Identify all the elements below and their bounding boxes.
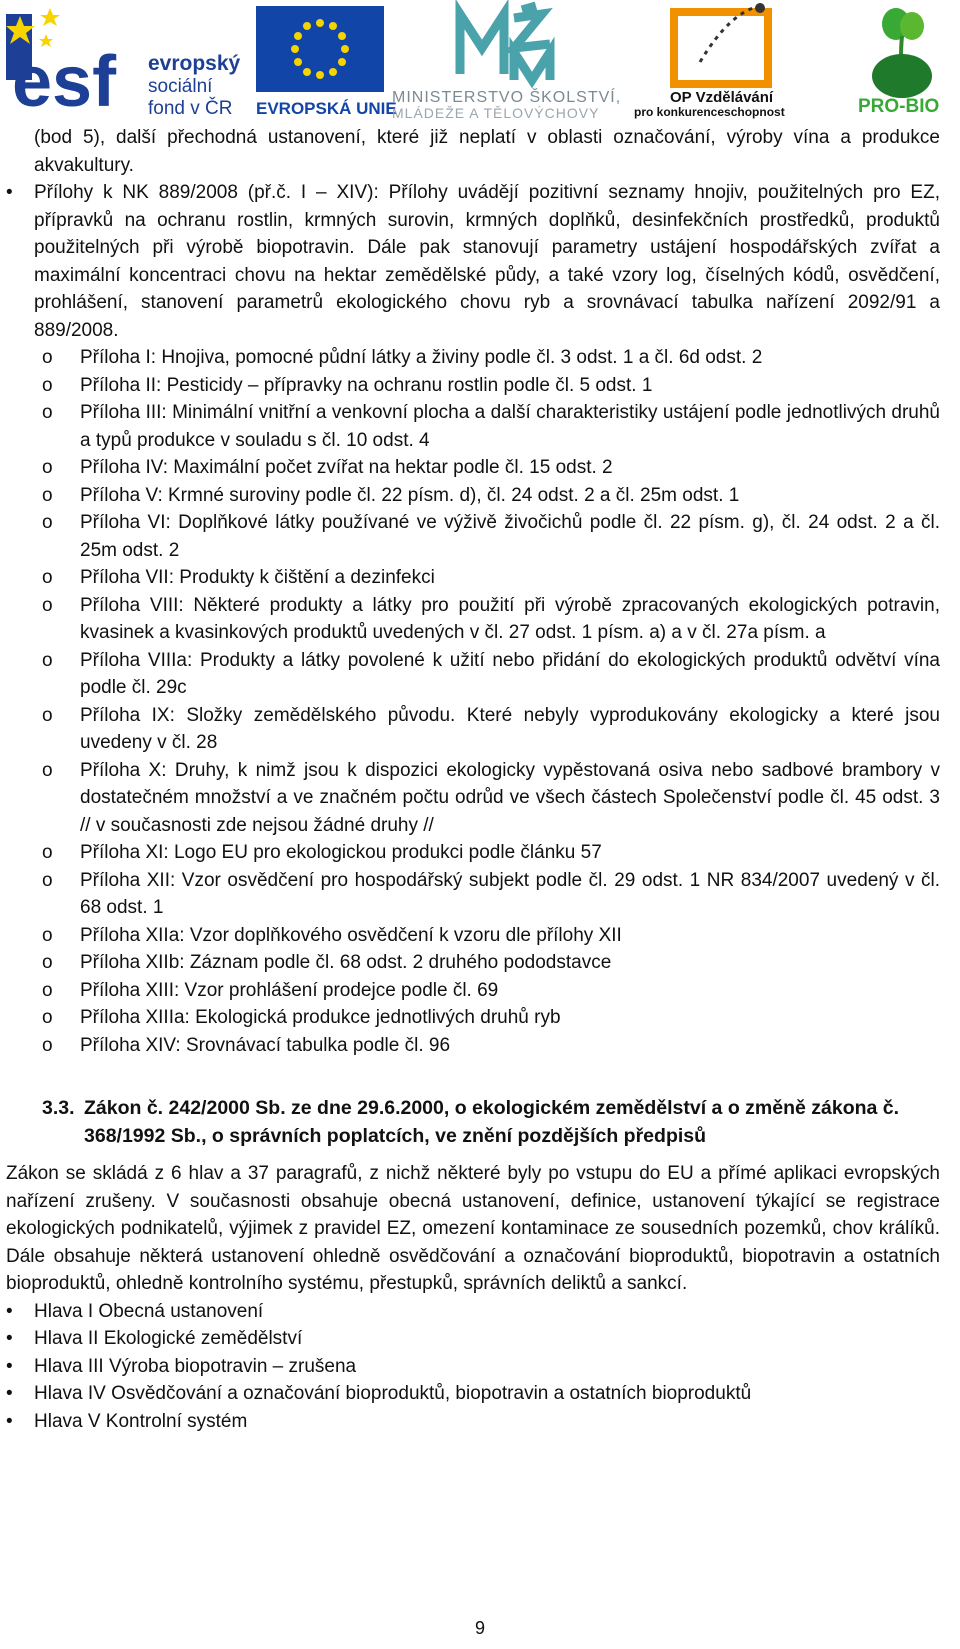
- probio-label: PRO-BIO: [858, 96, 940, 117]
- esf-line-3: fond v ČR: [148, 98, 233, 119]
- chapter-item: [0, 1325, 940, 1353]
- annex-text: Příloha V: Krmné suroviny podle čl. 22 písm. d), čl. 24 odst. 2 a čl. 25m odst. 1: [80, 484, 740, 506]
- law-paragraph: Zákon se skládá z 6 hlav a 37 paragrafů, z nichž některé byly po vstupu do EU a přímé aplikaci evropských nařízení zrušeny. V současnosti obsahuje obecná ustanovení, definice, ustanovení týkající se registrace ekologických podnikatelů, výjimek z pravidel EZ, omezení kontaminace ze sousedních pozemků, chov králíků. Dále obsahuje některá ustanovení ohledně osvědčování a označování bioproduktů, biopotravin a ostatních bioproduktů, ohledně kontrolního systému, přestupků, správních deliktů a sankcí.: [6, 1163, 940, 1294]
- annex-item: [0, 1032, 940, 1060]
- eu-flag-logo: [256, 6, 396, 118]
- chapter-text: Hlava II Ekologické zemědělství: [34, 1328, 303, 1349]
- annex-item: [0, 372, 940, 400]
- annex-item: [0, 839, 940, 867]
- section-title-bold: Zákon č. 242/2000 Sb. ze dne 29.6.2000, o ekologickém zemědělství a o změně zákona č. 368/1992 Sb.: [84, 1097, 900, 1147]
- annex-text: Příloha IX: Složky zemědělského původu. Které nebyly vyprodukovány ekologicky a které jsou uvedeny v čl. 28: [80, 704, 940, 753]
- section-title-rest: , o správních poplatcích, ve znění pozdějších předpisů: [201, 1124, 707, 1147]
- annex-item: [0, 647, 940, 702]
- annex-list: [0, 344, 960, 1059]
- bullet-icon: •: [6, 1300, 13, 1322]
- bullet-icon: •: [6, 1383, 13, 1404]
- annex-item: [0, 922, 940, 950]
- sub-bullet-icon: o: [42, 457, 53, 478]
- annex-item: [0, 702, 940, 757]
- annex-item: [0, 949, 940, 977]
- section-number: 3.3.: [42, 1097, 75, 1119]
- logo-bar: [0, 0, 960, 122]
- annex-text: Příloha X: Druhy, k nimž jsou k dispozici ekologicky vypěstovaná osiva nebo sadbové brambory v dostatečném množství a ve značném počtu odrůd ve všech částech Společenství podle čl. 45 odst. 3 // v současnosti zde nejsou žádné druhy //: [80, 759, 940, 836]
- annex-item: [0, 454, 940, 482]
- msmt-line-2: MLÁDEŽE A TĚLOVÝCHOVY: [392, 105, 600, 121]
- esf-line-1: evropský: [148, 52, 241, 75]
- chapter-item: [0, 1353, 940, 1381]
- sub-bullet-icon: o: [42, 759, 53, 781]
- sub-bullet-icon: o: [42, 402, 53, 423]
- annex-item: [0, 977, 940, 1005]
- annex-text: Příloha I: Hnojiva, pomocné půdní látky a živiny podle čl. 3 odst. 1 a čl. 6d odst. 2: [80, 347, 763, 368]
- bullet-icon: •: [6, 1355, 13, 1377]
- sub-bullet-icon: o: [42, 567, 53, 588]
- bullet-icon: •: [6, 182, 13, 203]
- annex-text: Příloha III: Minimální vnitřní a venkovní plocha a další charakteristiky ustájení podle jednotlivých druhů a typů produkce v souladu s čl. 10 odst. 4: [80, 402, 940, 451]
- page-content: [0, 124, 960, 1435]
- msmt-logo: [392, 4, 660, 121]
- bullet-text: Přílohy k NK 889/2008 (př.č. I – XIV): Přílohy uvádějí pozitivní seznamy hnojiv, použitelných pro EZ, přípravků na ochranu rostlin, krmných surovin, krmných doplňků, desinfekčních prostředků, produktů použitelných při výrobě biopotravin. Dále pak stanovují parametry ustájení hospodářských zvířat a maximální koncentraci chovu na hektar zemědělské půdy, a také vzory log, číselných kódů, osvědčení, prohlášení, stanovení parametrů ekologického chovu ryb a srovnávací tabulka nařízení 2092/91 a 889/2008.: [34, 182, 940, 341]
- chapter-item: [0, 1380, 940, 1408]
- annex-item: [0, 399, 940, 454]
- intro-paragraph: (bod 5), další přechodná ustanovení, které již neplatí v oblasti označování, výroby vína a produkce akvakultury.: [34, 127, 940, 176]
- opvk-line-1: OP Vzdělávání: [670, 89, 774, 106]
- sub-bullet-icon: o: [42, 594, 53, 616]
- annex-text: Příloha VIII: Některé produkty a látky pro použití při výrobě zpracovaných ekologických potravin, kvasinek a kvasinkových produktů uvedených v čl. 27 odst. 1 písm. a) a v čl. 27a písm. a: [80, 594, 940, 643]
- section-heading: [0, 1095, 960, 1150]
- annex-text: Příloha XI: Logo EU pro ekologickou produkci podle článku 57: [80, 842, 602, 863]
- sub-bullet-icon: o: [42, 842, 53, 863]
- annex-text: Příloha XIII: Vzor prohlášení prodejce podle čl. 69: [80, 979, 499, 1001]
- bullet-icon: •: [6, 1410, 13, 1432]
- annex-text: Příloha VI: Doplňkové látky používané ve výživě živočichů podle čl. 22 písm. g), čl. 24 odst. 2 a čl. 25m odst. 2: [80, 512, 940, 561]
- sub-bullet-icon: o: [42, 374, 53, 396]
- annex-text: Příloha II: Pesticidy – přípravky na ochranu rostlin podle čl. 5 odst. 1: [80, 374, 653, 396]
- sub-bullet-icon: o: [42, 347, 53, 368]
- annex-item: [0, 509, 940, 564]
- svg-text:esf: esf: [12, 42, 117, 122]
- bullet-icon: •: [6, 1328, 13, 1349]
- annex-text: Příloha IV: Maximální počet zvířat na hektar podle čl. 15 odst. 2: [80, 457, 613, 478]
- sub-bullet-icon: o: [42, 952, 53, 973]
- msmt-line-1: MINISTERSTVO ŠKOLSTVÍ,: [392, 89, 622, 106]
- annex-text: Příloha XIIIa: Ekologická produkce jednotlivých druhů ryb: [80, 1007, 561, 1028]
- sub-bullet-icon: o: [42, 1007, 53, 1028]
- annex-text: Příloha XIIa: Vzor doplňkového osvědčení k vzoru dle přílohy XII: [80, 924, 622, 946]
- chapter-text: Hlava IV Osvědčování a označování bioproduktů, biopotravin a ostatních bioproduktů: [34, 1383, 752, 1404]
- annex-text: Příloha VII: Produkty k čištění a dezinfekci: [80, 567, 435, 588]
- page-number: 9: [474, 1618, 485, 1638]
- esf-line-2: sociální: [148, 76, 213, 97]
- opvk-logo: [634, 2, 820, 120]
- annex-text: Příloha XIV: Srovnávací tabulka podle čl. 96: [80, 1034, 451, 1056]
- sub-bullet-icon: o: [42, 649, 53, 671]
- annex-item: [0, 592, 940, 647]
- chapter-text: Hlava I Obecná ustanovení: [34, 1300, 264, 1322]
- eu-label: EVROPSKÁ UNIE: [256, 99, 397, 118]
- probio-logo: [850, 2, 954, 120]
- annex-text: Příloha XII: Vzor osvědčení pro hospodářský subjekt podle čl. 29 odst. 1 NR 834/2007 uvedený v čl. 68 odst. 1: [80, 869, 940, 918]
- sub-bullet-icon: o: [42, 484, 53, 506]
- esf-logo: [6, 6, 242, 122]
- list-item: [0, 179, 940, 344]
- chapter-item: [0, 1408, 940, 1436]
- annex-item: [0, 1004, 940, 1032]
- annex-item: [0, 564, 940, 592]
- sub-bullet-icon: o: [42, 1034, 53, 1056]
- chapter-text: Hlava III Výroba biopotravin – zrušena: [34, 1355, 357, 1377]
- annex-item: [0, 867, 940, 922]
- chapter-item: [0, 1298, 940, 1326]
- annex-bullet-list: [0, 179, 960, 344]
- sub-bullet-icon: o: [42, 979, 53, 1001]
- chapter-list: [0, 1298, 960, 1436]
- annex-item: [0, 757, 940, 840]
- annex-text: Příloha VIIIa: Produkty a látky povolené k užití nebo přidání do ekologických produktů odvětví vína podle čl. 29c: [80, 649, 940, 698]
- sub-bullet-icon: o: [42, 704, 53, 726]
- sub-bullet-icon: o: [42, 512, 53, 533]
- sub-bullet-icon: o: [42, 924, 53, 946]
- annex-text: Příloha XIIb: Záznam podle čl. 68 odst. 2 druhého pododstavce: [80, 952, 612, 973]
- annex-item: [0, 344, 940, 372]
- sub-bullet-icon: o: [42, 869, 53, 891]
- chapter-text: Hlava V Kontrolní systém: [34, 1410, 248, 1432]
- annex-item: [0, 482, 940, 510]
- opvk-line-2: pro konkurenceschopnost: [634, 105, 785, 119]
